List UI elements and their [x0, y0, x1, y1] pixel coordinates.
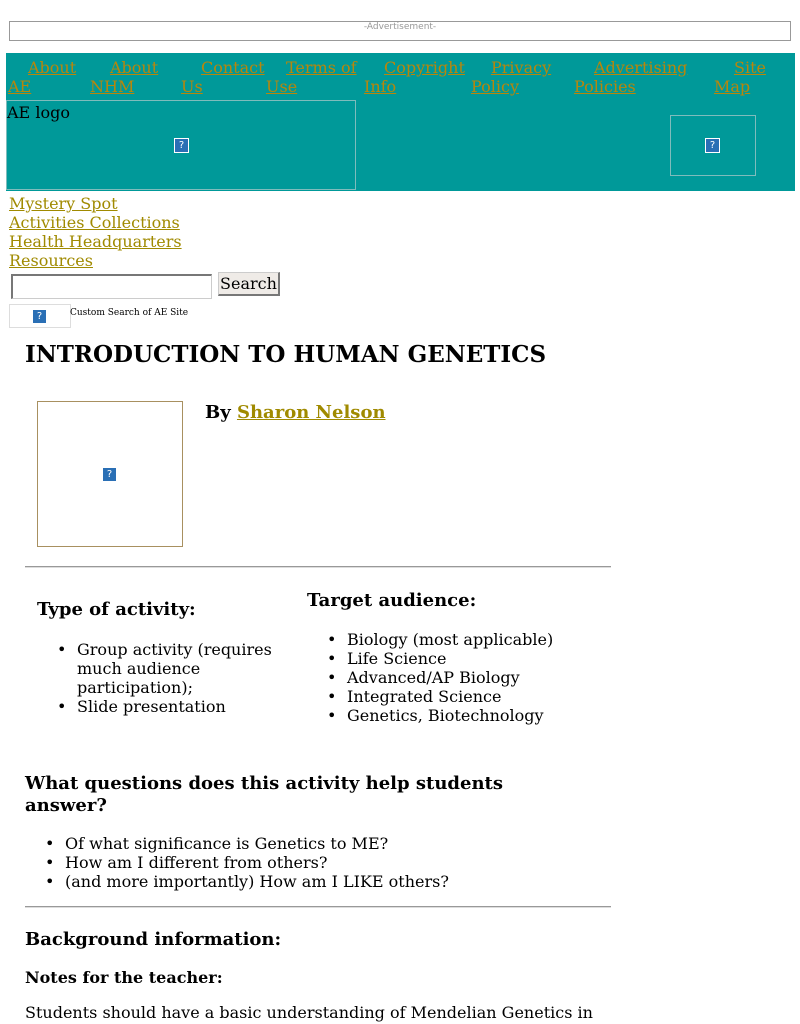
background-heading: Background information:	[25, 929, 282, 950]
broken-image-icon: ?	[174, 138, 189, 153]
divider	[25, 906, 611, 908]
byline	[205, 402, 386, 423]
search-input[interactable]	[11, 274, 212, 299]
nav-about-nhm[interactable]: About NHM	[90, 58, 159, 96]
list-item: • Slide presentation	[37, 697, 297, 716]
author-photo	[37, 401, 183, 547]
questions-list	[25, 834, 585, 891]
questions-heading: What questions does this activity help students answer?	[25, 773, 503, 816]
search-button[interactable]: Search	[218, 272, 280, 296]
notes-heading: Notes for the teacher:	[25, 968, 223, 987]
nav-privacy-policy[interactable]: Privacy Policy	[471, 58, 552, 96]
type-list	[37, 640, 297, 716]
list-item: • Group activity (requires much audience participation);	[37, 640, 297, 697]
link-mystery-spot[interactable]: Mystery Spot	[9, 194, 118, 213]
link-activities-collections[interactable]: Activities Collections	[9, 213, 180, 232]
list-item: • (and more importantly) How am I LIKE others?	[25, 872, 585, 891]
nav-copyright-info[interactable]: Copyright Info	[364, 58, 465, 96]
divider	[25, 566, 611, 568]
custom-search-label: Custom Search of AE Site	[70, 308, 189, 318]
ae-logo[interactable]	[6, 100, 356, 190]
list-item: • Of what significance is Genetics to ME?	[25, 834, 585, 853]
nav-site-map[interactable]: Site Map	[714, 58, 766, 96]
link-resources[interactable]: Resources	[9, 251, 93, 270]
nav-advertising-policies[interactable]: Advertising Policies	[574, 58, 688, 96]
nav-about-ae[interactable]: About AE	[8, 58, 77, 96]
header	[6, 53, 795, 191]
type-heading: Type of activity:	[37, 599, 196, 620]
list-item: • Advanced/AP Biology	[307, 668, 607, 687]
broken-image-icon: ?	[32, 309, 47, 324]
list-item: • Biology (most applicable)	[307, 630, 607, 649]
nav-contact-us[interactable]: Contact Us	[181, 58, 265, 96]
header-image	[670, 115, 756, 176]
custom-search-image	[9, 304, 71, 328]
notes-text: Students should have a basic understanding of Mendelian Genetics in	[25, 1003, 593, 1022]
link-health-headquarters[interactable]: Health Headquarters	[9, 232, 182, 251]
list-item: • Life Science	[307, 649, 607, 668]
logo-alt-text: AE logo	[7, 103, 70, 122]
broken-image-icon: ?	[705, 138, 720, 153]
list-item: • How am I different from others?	[25, 853, 585, 872]
advertisement-banner: -Advertisement-	[9, 21, 791, 41]
list-item: • Genetics, Biotechnology	[307, 706, 607, 725]
page-title: INTRODUCTION TO HUMAN GENETICS	[25, 341, 547, 368]
by-label: By	[205, 402, 231, 423]
list-item: • Integrated Science	[307, 687, 607, 706]
sidebar-links	[9, 194, 182, 270]
audience-list	[307, 630, 607, 725]
nav-terms-of-use[interactable]: Terms of Use	[266, 58, 357, 96]
author-link[interactable]: Sharon Nelson	[236, 402, 386, 423]
broken-image-icon: ?	[102, 467, 117, 482]
audience-heading: Target audience:	[307, 590, 477, 611]
